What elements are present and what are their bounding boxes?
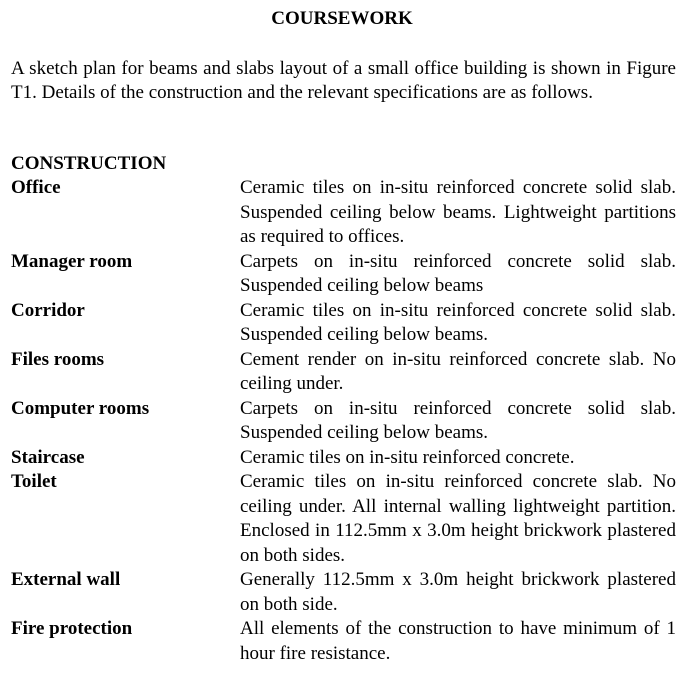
row-label: Toilet (11, 471, 57, 492)
row-description: Ceramic tiles on in-situ reinforced concrete slab. No ceiling under. All internal walling lightweight partition. Enclosed in 112.5mm x 3.0m height brickwork plastered on both sides. (240, 471, 676, 566)
section-heading-construction: CONSTRUCTION (11, 153, 167, 174)
row-description: Ceramic tiles on in-situ reinforced concrete solid slab. Suspended ceiling below beams. Lightweight partitions as required to offices. (240, 177, 676, 247)
row-description: Cement render on in-situ reinforced concrete slab. No ceiling under. (240, 348, 676, 394)
construction-row-computer-rooms (11, 397, 676, 446)
row-description: Ceramic tiles on in-situ reinforced concrete. (240, 446, 575, 468)
construction-row-manager-room (11, 250, 676, 299)
row-description: Generally 112.5mm x 3.0m height brickwork plastered on both side. (240, 569, 676, 615)
row-label: Manager room (11, 250, 133, 272)
construction-row-fire-protection (11, 617, 676, 666)
row-label: Computer rooms (11, 397, 150, 419)
construction-row-external-wall (11, 568, 676, 617)
row-label: Office (11, 177, 61, 198)
row-description: Carpets on in-situ reinforced concrete solid slab. Suspended ceiling below beams. (240, 397, 676, 443)
construction-row-staircase (11, 446, 676, 471)
row-label: External wall (11, 569, 121, 590)
row-description: Ceramic tiles on in-situ reinforced concrete solid slab. Suspended ceiling below beams. (240, 299, 676, 345)
construction-row-office (11, 176, 676, 250)
row-label: Files rooms (11, 348, 105, 370)
page-title: COURSEWORK (271, 8, 413, 29)
intro-paragraph: A sketch plan for beams and slabs layout of a small office building is shown in Figure T1. Details of the construction and the relevant specifications are as follows. (11, 58, 676, 103)
row-label: Corridor (11, 299, 85, 321)
construction-row-toilet (11, 470, 676, 568)
construction-row-files-rooms (11, 348, 676, 397)
row-description: All elements of the construction to have minimum of 1 hour fire resistance. (240, 618, 676, 664)
row-label: Staircase (11, 446, 85, 468)
row-label: Fire protection (11, 618, 133, 639)
row-description: Carpets on in-situ reinforced concrete solid slab. Suspended ceiling below beams (240, 250, 676, 296)
construction-list (11, 176, 676, 666)
construction-row-corridor (11, 299, 676, 348)
